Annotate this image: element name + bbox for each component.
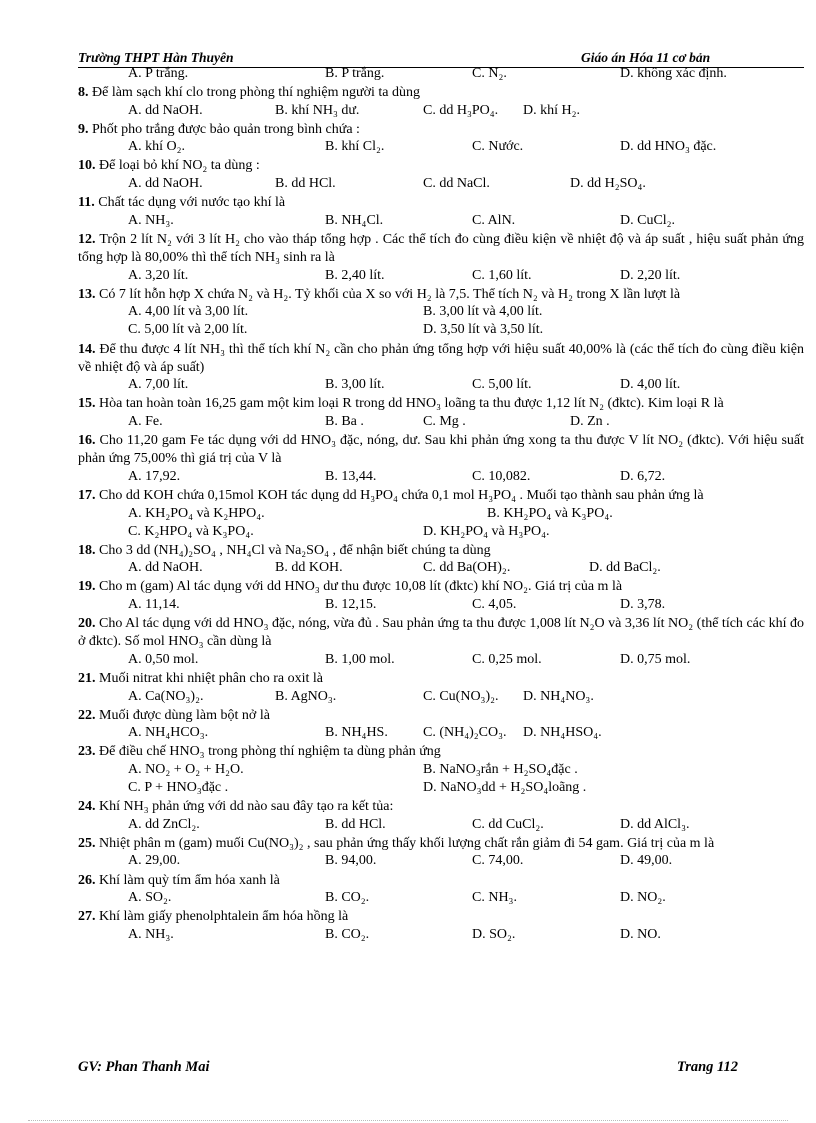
option-a: A. NH₃. xyxy=(128,212,174,228)
option-a: A. KH₂PO₄ và K₂HPO₄. xyxy=(128,505,265,521)
question-number: 25. xyxy=(78,835,96,851)
question-17 xyxy=(78,487,804,505)
options-row xyxy=(78,652,804,670)
options-row xyxy=(78,414,804,432)
option-a: A. NH₄HCO₃. xyxy=(128,725,209,741)
question-text: Cho 3 dd (NH₄)₂SO₄ , NH₄Cl và Na₂SO₄ , để nhận biết chúng ta dùng xyxy=(99,542,491,558)
option-a: A. NH₃. xyxy=(128,926,174,942)
option-a: A. 4,00 lít và 3,00 lít. xyxy=(128,304,249,320)
option-b: B. CO₂. xyxy=(325,926,370,942)
option-d: D. NaNO₃dd + H₂SO₄loãng . xyxy=(423,780,587,796)
option-d: D. 0,75 mol. xyxy=(620,651,691,667)
option-a: A. SO₂. xyxy=(128,890,172,906)
option-d: D. 3,50 lít và 3,50 lít. xyxy=(423,322,544,338)
question-text: Khí làm quỳ tím ẩm hóa xanh là xyxy=(99,872,280,888)
option-c: C. NH₃. xyxy=(472,890,517,906)
option-b: B. NaNO₃rắn + H₂SO₄đặc . xyxy=(423,762,578,777)
option-c: C. (NH₄)₂CO₃. xyxy=(423,725,507,741)
option-a: A. NO₂ + O₂ + H₂O. xyxy=(128,762,244,777)
option-a: A. 0,50 mol. xyxy=(128,651,199,667)
options-row xyxy=(78,213,804,231)
question-24 xyxy=(78,798,804,816)
options-row xyxy=(78,66,804,84)
question-text: Cho 11,20 gam Fe tác dụng với dd HNO₃ đặc, nóng, dư. Sau khi phản ứng xong ta thu được V lít NO₂ (đktc). Với hiệu suất phản ứng 75,00% thì giá trị của V là xyxy=(78,433,804,467)
question-10 xyxy=(78,157,804,175)
question-text: Để điều chế HNO₃ trong phòng thí nghiệm ta dùng phản ứng xyxy=(99,744,441,760)
option-b: B. KH₂PO₄ và K₃PO₄. xyxy=(487,505,613,521)
option-d: D. NH₄HSO₄. xyxy=(523,725,602,741)
option-a: A. 3,20 lít. xyxy=(128,267,189,283)
option-b: B. CO₂. xyxy=(325,890,370,906)
question-number: 27. xyxy=(78,909,96,925)
question-number: 16. xyxy=(78,433,96,449)
options-row xyxy=(78,469,804,487)
question-text: Phốt pho trắng được bảo quản trong bình chứa : xyxy=(92,121,360,137)
option-d: D. dd AlCl₃. xyxy=(620,816,690,832)
option-d: D. 4,00 lít. xyxy=(620,377,681,393)
option-a: A. 29,00. xyxy=(128,853,181,869)
options-row xyxy=(78,927,804,945)
option-a: A. khí O₂. xyxy=(128,139,185,155)
question-number: 20. xyxy=(78,616,96,632)
options-row xyxy=(78,817,804,835)
option-a: A. 11,14. xyxy=(128,597,180,613)
options-row xyxy=(78,780,804,798)
options-row xyxy=(78,689,804,707)
option-a: A. P trắng. xyxy=(128,66,189,81)
question-text: Khí làm giấy phenolphtalein ẩm hóa hồng là xyxy=(99,909,349,925)
school-name: Trường THPT Hàn Thuyên xyxy=(78,50,234,65)
question-text: Cho Al tác dụng với dd HNO₃ đặc, nóng, vừa đủ . Sau phản ứng ta thu được 1,008 lít N₂O và 3,36 lít NO₂ (thể tích các khí đo ở đktc). Số mol HNO₃ cần dùng là xyxy=(78,616,804,650)
question-number: 26. xyxy=(78,872,96,888)
page-number: Trang 112 xyxy=(676,1059,738,1075)
question-number: 17. xyxy=(78,487,96,503)
option-b: B. AgNO₃. xyxy=(275,688,337,704)
option-d: D. dd BaCl₂. xyxy=(589,560,661,576)
option-a: A. dd NaOH. xyxy=(128,560,203,576)
question-number: 14. xyxy=(78,341,96,357)
option-c: D. SO₂. xyxy=(472,926,516,942)
option-b: B. 13,44. xyxy=(325,468,377,484)
option-c: C. dd Ba(OH)₂. xyxy=(423,560,511,576)
option-b: B. khí NH₃ dư. xyxy=(275,102,360,118)
options-row xyxy=(78,377,804,395)
option-b: B. dd KOH. xyxy=(275,560,343,576)
option-b: B. 3,00 lít và 4,00 lít. xyxy=(423,304,543,320)
option-b: B. NH₄HS. xyxy=(325,725,388,741)
option-d: D. 6,72. xyxy=(620,468,666,484)
question-25 xyxy=(78,835,804,853)
question-number: 23. xyxy=(78,744,96,760)
question-number: 13. xyxy=(78,286,96,302)
option-c: C. AlN. xyxy=(472,212,516,228)
question-20 xyxy=(78,615,804,651)
teacher-name: GV: Phan Thanh Mai xyxy=(78,1059,210,1075)
options-row xyxy=(78,139,804,157)
question-text: Chất tác dụng với nước tạo khí là xyxy=(98,195,286,211)
question-text: Khí NH₃ phản ứng với dd nào sau đây tạo ra kết tủa: xyxy=(99,799,394,815)
option-d: D. KH₂PO₄ và H₃PO₄. xyxy=(423,523,550,539)
option-b: B. khí Cl₂. xyxy=(325,139,385,155)
question-text: Muối được dùng làm bột nở là xyxy=(99,707,270,723)
question-15 xyxy=(78,395,804,413)
option-d: D. không xác định. xyxy=(620,66,727,81)
option-d: D. NH₄NO₃. xyxy=(523,688,594,704)
option-d: D. CuCl₂. xyxy=(620,212,676,228)
page-footer xyxy=(78,1059,738,1076)
question-13 xyxy=(78,286,804,304)
option-d: D. 49,00. xyxy=(620,853,673,869)
question-9 xyxy=(78,121,804,139)
option-c: C. Nước. xyxy=(472,139,524,155)
options-row xyxy=(78,762,804,780)
options-row xyxy=(78,322,804,340)
option-c: C. 5,00 lít. xyxy=(472,377,532,393)
question-19 xyxy=(78,578,804,596)
options-row xyxy=(78,524,804,542)
options-row xyxy=(78,506,804,524)
option-d: D. Zn . xyxy=(570,414,610,429)
question-16 xyxy=(78,432,804,468)
options-row xyxy=(78,597,804,615)
question-number: 9. xyxy=(78,121,89,137)
option-a: A. Fe. xyxy=(128,414,163,429)
option-c: C. Cu(NO₃)₂. xyxy=(423,688,499,704)
option-b: B. 1,00 mol. xyxy=(325,651,395,667)
option-a: A. 17,92. xyxy=(128,468,181,484)
question-8 xyxy=(78,84,804,102)
question-12 xyxy=(78,231,804,267)
question-text: Trộn 2 lít N₂ với 3 lít H₂ cho vào tháp tổng hợp . Các thể tích đo cùng điều kiện về nhiệt độ và áp suất , hiệu suất phản ứng tổng hợp là 80,00% thì thể tích NH₃ sinh ra là xyxy=(78,231,805,266)
question-number: 11. xyxy=(78,195,95,211)
option-c: C. 74,00. xyxy=(472,853,524,869)
question-text: Nhiệt phân m (gam) muối Cu(NO₃)₂ , sau phản ứng thấy khối lượng chất rắn giảm đi 54 gam. Giá trị của m là xyxy=(99,835,715,851)
option-c: C. K₂HPO₄ và K₃PO₄. xyxy=(128,523,254,539)
option-b: B. P trắng. xyxy=(325,66,385,81)
option-c: C. dd CuCl₂. xyxy=(472,816,544,832)
question-number: 10. xyxy=(78,158,96,174)
options-row xyxy=(78,304,804,322)
options-row xyxy=(78,890,804,908)
option-a: A. Ca(NO₃)₂. xyxy=(128,688,204,704)
option-b: B. dd HCl. xyxy=(325,816,386,832)
option-d: D. 2,20 lít. xyxy=(620,267,681,283)
question-18 xyxy=(78,542,804,560)
question-text: Có 7 lít hỗn hợp X chứa N₂ và H₂. Tỷ khối của X so với H₂ là 7,5. Thể tích N₂ và H₂ trong X lần lượt là xyxy=(99,286,681,302)
option-d: D. dd HNO₃ đặc. xyxy=(620,139,717,155)
options-row xyxy=(78,103,804,121)
option-a: A. dd NaOH. xyxy=(128,176,203,192)
option-c: C. 4,05. xyxy=(472,597,517,613)
option-c: C. 5,00 lít và 2,00 lít. xyxy=(128,322,248,338)
options-row xyxy=(78,268,804,286)
option-c: C. dd H₃PO₄. xyxy=(423,102,499,118)
question-number: 18. xyxy=(78,542,96,558)
option-c: C. N₂. xyxy=(472,66,507,81)
option-d: D. NO₂. xyxy=(620,890,666,906)
question-text: Cho dd KOH chứa 0,15mol KOH tác dụng dd H₃PO₄ chứa 0,1 mol H₃PO₄ . Muối tạo thành sau phản ứng là xyxy=(99,487,704,503)
option-c: C. Mg . xyxy=(423,414,466,429)
question-11 xyxy=(78,194,804,212)
option-b: B. 3,00 lít. xyxy=(325,377,385,393)
question-number: 8. xyxy=(78,85,89,101)
question-27 xyxy=(78,908,804,926)
question-number: 19. xyxy=(78,579,96,595)
option-c: C. 0,25 mol. xyxy=(472,651,542,667)
page-bottom-divider xyxy=(28,1120,788,1121)
options-row xyxy=(78,176,804,194)
options-row xyxy=(78,725,804,743)
options-row xyxy=(78,853,804,871)
option-c: C. P + HNO₃đặc . xyxy=(128,780,229,796)
question-text: Hòa tan hoàn toàn 16,25 gam một kim loại R trong dd HNO₃ loãng ta thu được 1,12 lít N₂ (đktc). Kim loại R là xyxy=(99,396,724,412)
option-c: C. 1,60 lít. xyxy=(472,267,532,283)
option-c: C. dd NaCl. xyxy=(423,176,490,192)
option-b: B. NH₄Cl. xyxy=(325,212,384,228)
question-text: Muối nitrat khi nhiệt phân cho ra oxit là xyxy=(99,671,323,687)
option-a: A. dd NaOH. xyxy=(128,102,203,118)
option-b: B. Ba . xyxy=(325,414,364,429)
options-row xyxy=(78,560,804,578)
option-d: D. NO. xyxy=(620,926,661,942)
option-b: B. 12,15. xyxy=(325,597,377,613)
option-d: D. khí H₂. xyxy=(523,102,580,118)
question-number: 24. xyxy=(78,799,96,815)
question-text: Để làm sạch khí clo trong phòng thí nghiệm người ta dùng xyxy=(92,85,420,101)
question-text: Cho m (gam) Al tác dụng với dd HNO₃ dư thu được 10,08 lít (đktc) khí NO₂. Giá trị của m là xyxy=(99,579,623,595)
question-number: 22. xyxy=(78,707,96,723)
subject-title: Giáo án Hóa 11 cơ bản xyxy=(581,50,711,65)
option-b: B. dd HCl. xyxy=(275,176,336,192)
question-22 xyxy=(78,707,804,725)
option-b: B. 2,40 lít. xyxy=(325,267,385,283)
option-b: B. 94,00. xyxy=(325,853,377,869)
question-23 xyxy=(78,743,804,761)
question-26 xyxy=(78,872,804,890)
option-d: D. dd H₂SO₄. xyxy=(570,176,646,192)
question-21 xyxy=(78,670,804,688)
question-number: 12. xyxy=(78,231,96,247)
option-c: C. 10,082. xyxy=(472,468,531,484)
question-14 xyxy=(78,341,804,377)
question-number: 21. xyxy=(78,671,96,687)
option-d: D. 3,78. xyxy=(620,597,666,613)
option-a: A. dd ZnCl₂. xyxy=(128,816,200,832)
question-text: Để thu được 4 lít NH₃ thì thể tích khí N₂ cần cho phản ứng tổng hợp với hiệu suất 40,00% là (các thể tích đo cùng điều kiện về nhiệt độ và áp suất) xyxy=(78,341,805,375)
question-list xyxy=(78,66,804,945)
question-text: Để loại bỏ khí NO₂ ta dùng : xyxy=(99,158,260,174)
option-a: A. 7,00 lít. xyxy=(128,377,189,393)
question-number: 15. xyxy=(78,396,96,412)
